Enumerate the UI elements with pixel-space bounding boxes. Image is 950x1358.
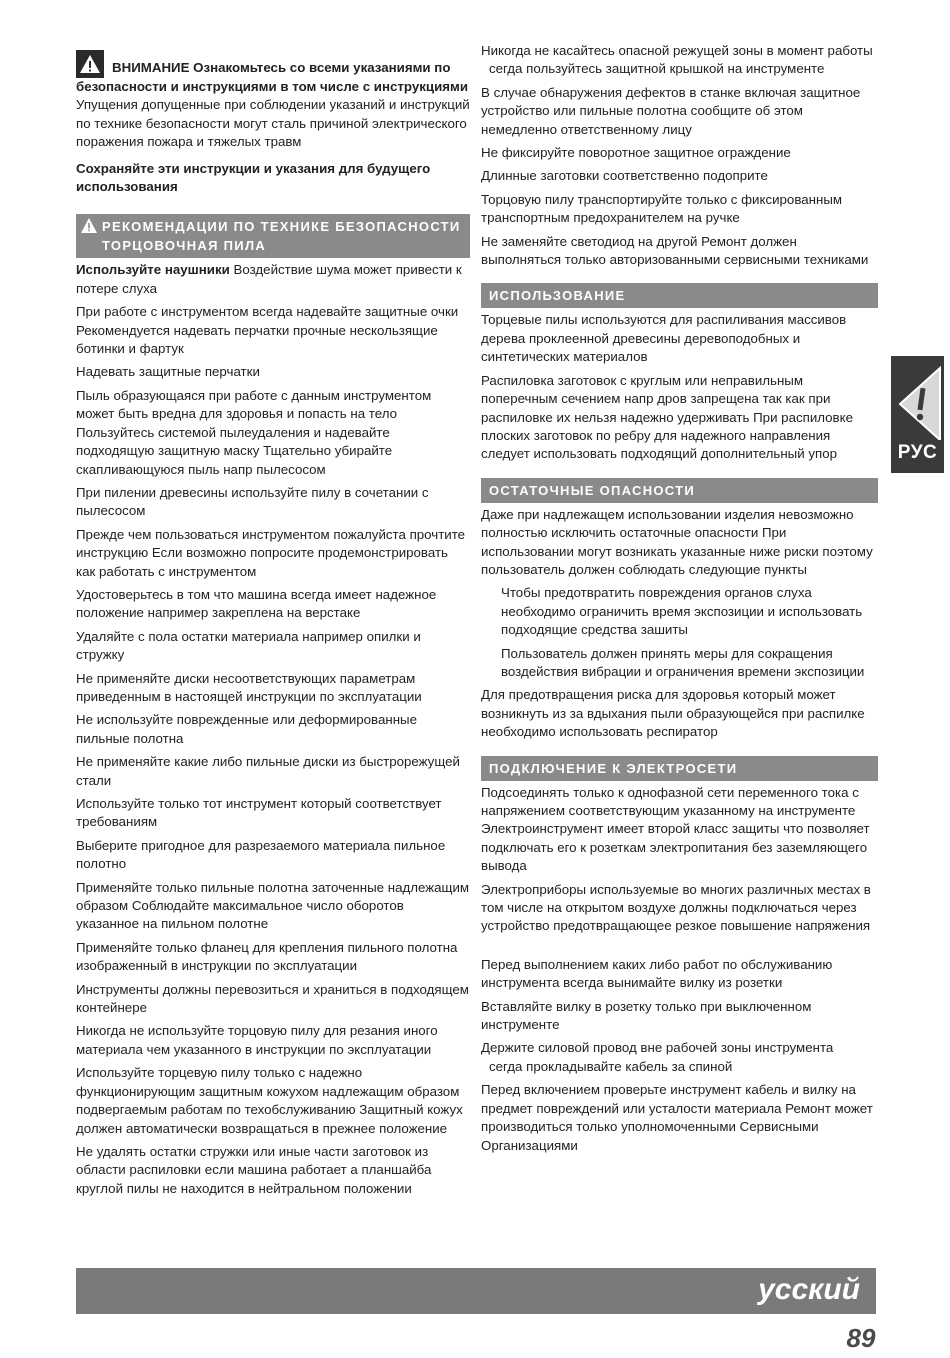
safety-paragraph: Никогда не используйте торцовую пилу для резания иного материала чем указанного в инструкции по эксплуатации [76, 1023, 438, 1057]
footer-language: усский [758, 1273, 860, 1306]
safety-paragraph: Не фиксируйте поворотное защитное ограждение [481, 145, 791, 161]
safety-paragraph: Надевать защитные перчатки [76, 364, 260, 380]
usage-paragraph: Торцевые пилы используются для распиливания массивов дерева проклеенной древесины деревоподобных и синтетических материалов [481, 312, 847, 365]
safety-section-header [76, 214, 470, 258]
warning-triangle-icon [894, 364, 942, 445]
right-column [481, 42, 878, 1160]
safety-paragraph: Не применяйте какие либо пильные диски из быстрорежущей стали [76, 754, 460, 788]
safety-paragraph: Используйте только тот инструмент который соответствует требованиям [76, 796, 442, 830]
safety-paragraph: Не используйте поврежденные или деформированные пильные полотна [76, 712, 417, 746]
language-side-tab [891, 356, 944, 473]
residual-item: Пользователь должен принять меры для сокращения воздействия вибрации и ограничения времени экспозиции [501, 645, 865, 679]
warning-icon [76, 50, 104, 78]
safety-paragraph: Торцовую пилу транспортируйте только с фиксированным транспортным предохранителем на ручке [481, 191, 843, 226]
safety-paragraph: сегда пользуйтесь защитной крышкой на инструменте [489, 61, 825, 77]
safety-paragraph: Применяйте только фланец для крепления пильного полотна изображенный в инструкции по эксплуатации [76, 939, 458, 974]
safety-paragraph: Длинные заготовки соответственно подоприте [481, 168, 768, 184]
maintenance-paragraph: Перед выполнением каких либо работ по обслуживанию инструмента всегда вынимайте вилку из розетки [481, 956, 833, 991]
safety-paragraph: В случае обнаружения дефектов в станке включая защитное устройство или пильные полотна сообщите об этом немедленно ответственному лицу [481, 84, 861, 137]
safety-paragraph: Используйте торцевую пилу только с надежно функционирующим защитным кожухом надлежащим образом подвергаемым работам по техобслуживанию Защитный кожух должен автоматически возвращаться в прежнее положение [76, 1065, 463, 1136]
maintenance-paragraph: сегда прокладывайте кабель за спиной [489, 1058, 733, 1074]
usage-paragraph: Распиловка заготовок с круглым или неправильным поперечным сечением напр дров запрещена так как при распиловке их нельзя надежно удерживать При распиловке плоских заготовок по ребру для надежного направления следует использовать подходящий дополнительный упор [481, 372, 853, 462]
safety-paragraph: Удостоверьтесь в том что машина всегда имеет надежное положение например закреплена на верстаке [76, 586, 437, 621]
safety-paragraph: Никогда не касайтесь опасной режущей зоны в момент работы [481, 43, 873, 58]
warning-intro [76, 50, 470, 152]
safety-paragraph: Применяйте только пильные полотна заточенные надлежащим образом Соблюдайте максимальное число оборотов указанное на пильном полотне [76, 879, 470, 932]
residual-section-header: ОСТАТОЧНЫЕ ОПАСНОСТИ [481, 478, 878, 503]
footer-band [76, 1268, 876, 1314]
electrical-paragraph: Электроприборы используемые во многих различных местах в том числе на открытом воздухе должны подключаться через устройство предотвращающее резкое повышение напряжения [481, 881, 871, 934]
electrical-paragraph: Подсоединять только к однофазной сети переменного тока с напряжением соответствующим указанному на инструменте Электроинструмент имеет второй класс защиты что позволяет подключать его к розеткам электропитания без заземляющего вывода [481, 784, 870, 874]
safety-paragraph: Не применяйте диски несоответствующих параметрам приведенным в настоящей инструкции по эксплуатации [76, 670, 422, 704]
safety-paragraph: Удаляйте с пола остатки материала например опилки и стружку [76, 628, 421, 663]
left-column [76, 42, 470, 1203]
language-tab-label: РУС [897, 442, 938, 463]
maintenance-paragraph: Вставляйте вилку в розетку только при выключенном инструменте [481, 998, 812, 1033]
safety-paragraph: Пыль образующаяся при работе с данным инструментом может быть вредна для здоровья и попасть на тело Пользуйтесь системой пылеудаления и надевайте подходящую защитную маску Тщательно убирайте скапливающуюся пыль напр пылесосом [76, 387, 432, 477]
hearing-text: Воздействие шума может привести к потере слуха [76, 262, 462, 296]
residual-item: Чтобы предотвратить повреждения органов слуха необходимо ограничить время экспозиции и использовать подходящие средства зашиты [501, 585, 863, 638]
save-instructions: Сохраняйте эти инструкции и указания для будущего использования [76, 160, 431, 195]
safety-paragraph: Прежде чем пользоваться инструментом пожалуйста прочтите инструкцию Если возможно попросите продемонстрировать как работать с инструментом [76, 526, 466, 579]
hearing-lead: Используйте наушники [76, 262, 230, 278]
residual-paragraph: Даже при надлежащем использовании изделия невозможно полностью исключить остаточные опасности При использовании могут возникать указанные ниже риски поэтому пользователь должен соблюдать следующие пункты [481, 506, 873, 577]
maintenance-paragraph: Перед включением проверьте инструмент кабель и вилку на предмет повреждений или усталости материала Ремонт может производиться только уполномоченными Сервисными Организациями [481, 1082, 873, 1153]
hearing-paragraph [76, 261, 470, 298]
safety-paragraph: Не удалять остатки стружки или иные части заготовок из области распиловки если машина работает а планшайба круглой пилы не находится в нейтральном положении [76, 1143, 432, 1196]
electrical-section-header: ПОДКЛЮЧЕНИЕ К ЭЛЕКТРОСЕТИ [481, 756, 878, 781]
page-number: 89 [846, 1323, 876, 1353]
residual-paragraph: Для предотвращения риска для здоровья который может возникнуть из за вдыхания пыли образующейся при распилке необходимо использовать респиратор [481, 687, 865, 740]
safety-header-text: РЕКОМЕНДАЦИИ ПО ТЕХНИКЕ БЕЗОПАСНОСТИ ТОРЦОВОЧНАЯ ПИЛА [102, 219, 461, 254]
warning-lead: ВНИМАНИЕ Ознакомьтесь со всеми указаниями по безопасности и инструкциями в том числе с инструкциями [76, 60, 469, 94]
warning-icon [80, 217, 98, 239]
safety-paragraph: Выберите пригодное для разрезаемого материала пильное полотно [76, 837, 446, 872]
safety-paragraph: Инструменты должны перевозиться и храниться в подходящем контейнере [76, 981, 469, 1016]
maintenance-paragraph: Держите силовой провод вне рабочей зоны инструмента [481, 1040, 834, 1056]
safety-paragraph: При пилении древесины используйте пилу в сочетании с пылесосом [76, 484, 429, 519]
safety-paragraph: Не заменяйте светодиод на другой Ремонт должен выполняться только авторизованными сервисными техниками [481, 233, 869, 268]
warning-text: Упущения допущенные при соблюдении указаний и инструкций по технике безопасности могут сталь причиной электрического поражения пожара и тяжелых травм [76, 97, 470, 150]
safety-paragraph: При работе с инструментом всегда надевайте защитные очки Рекомендуется надевать перчатки прочные нескользящие ботинки и фартук [76, 304, 459, 357]
usage-section-header: ИСПОЛЬЗОВАНИЕ [481, 283, 878, 308]
